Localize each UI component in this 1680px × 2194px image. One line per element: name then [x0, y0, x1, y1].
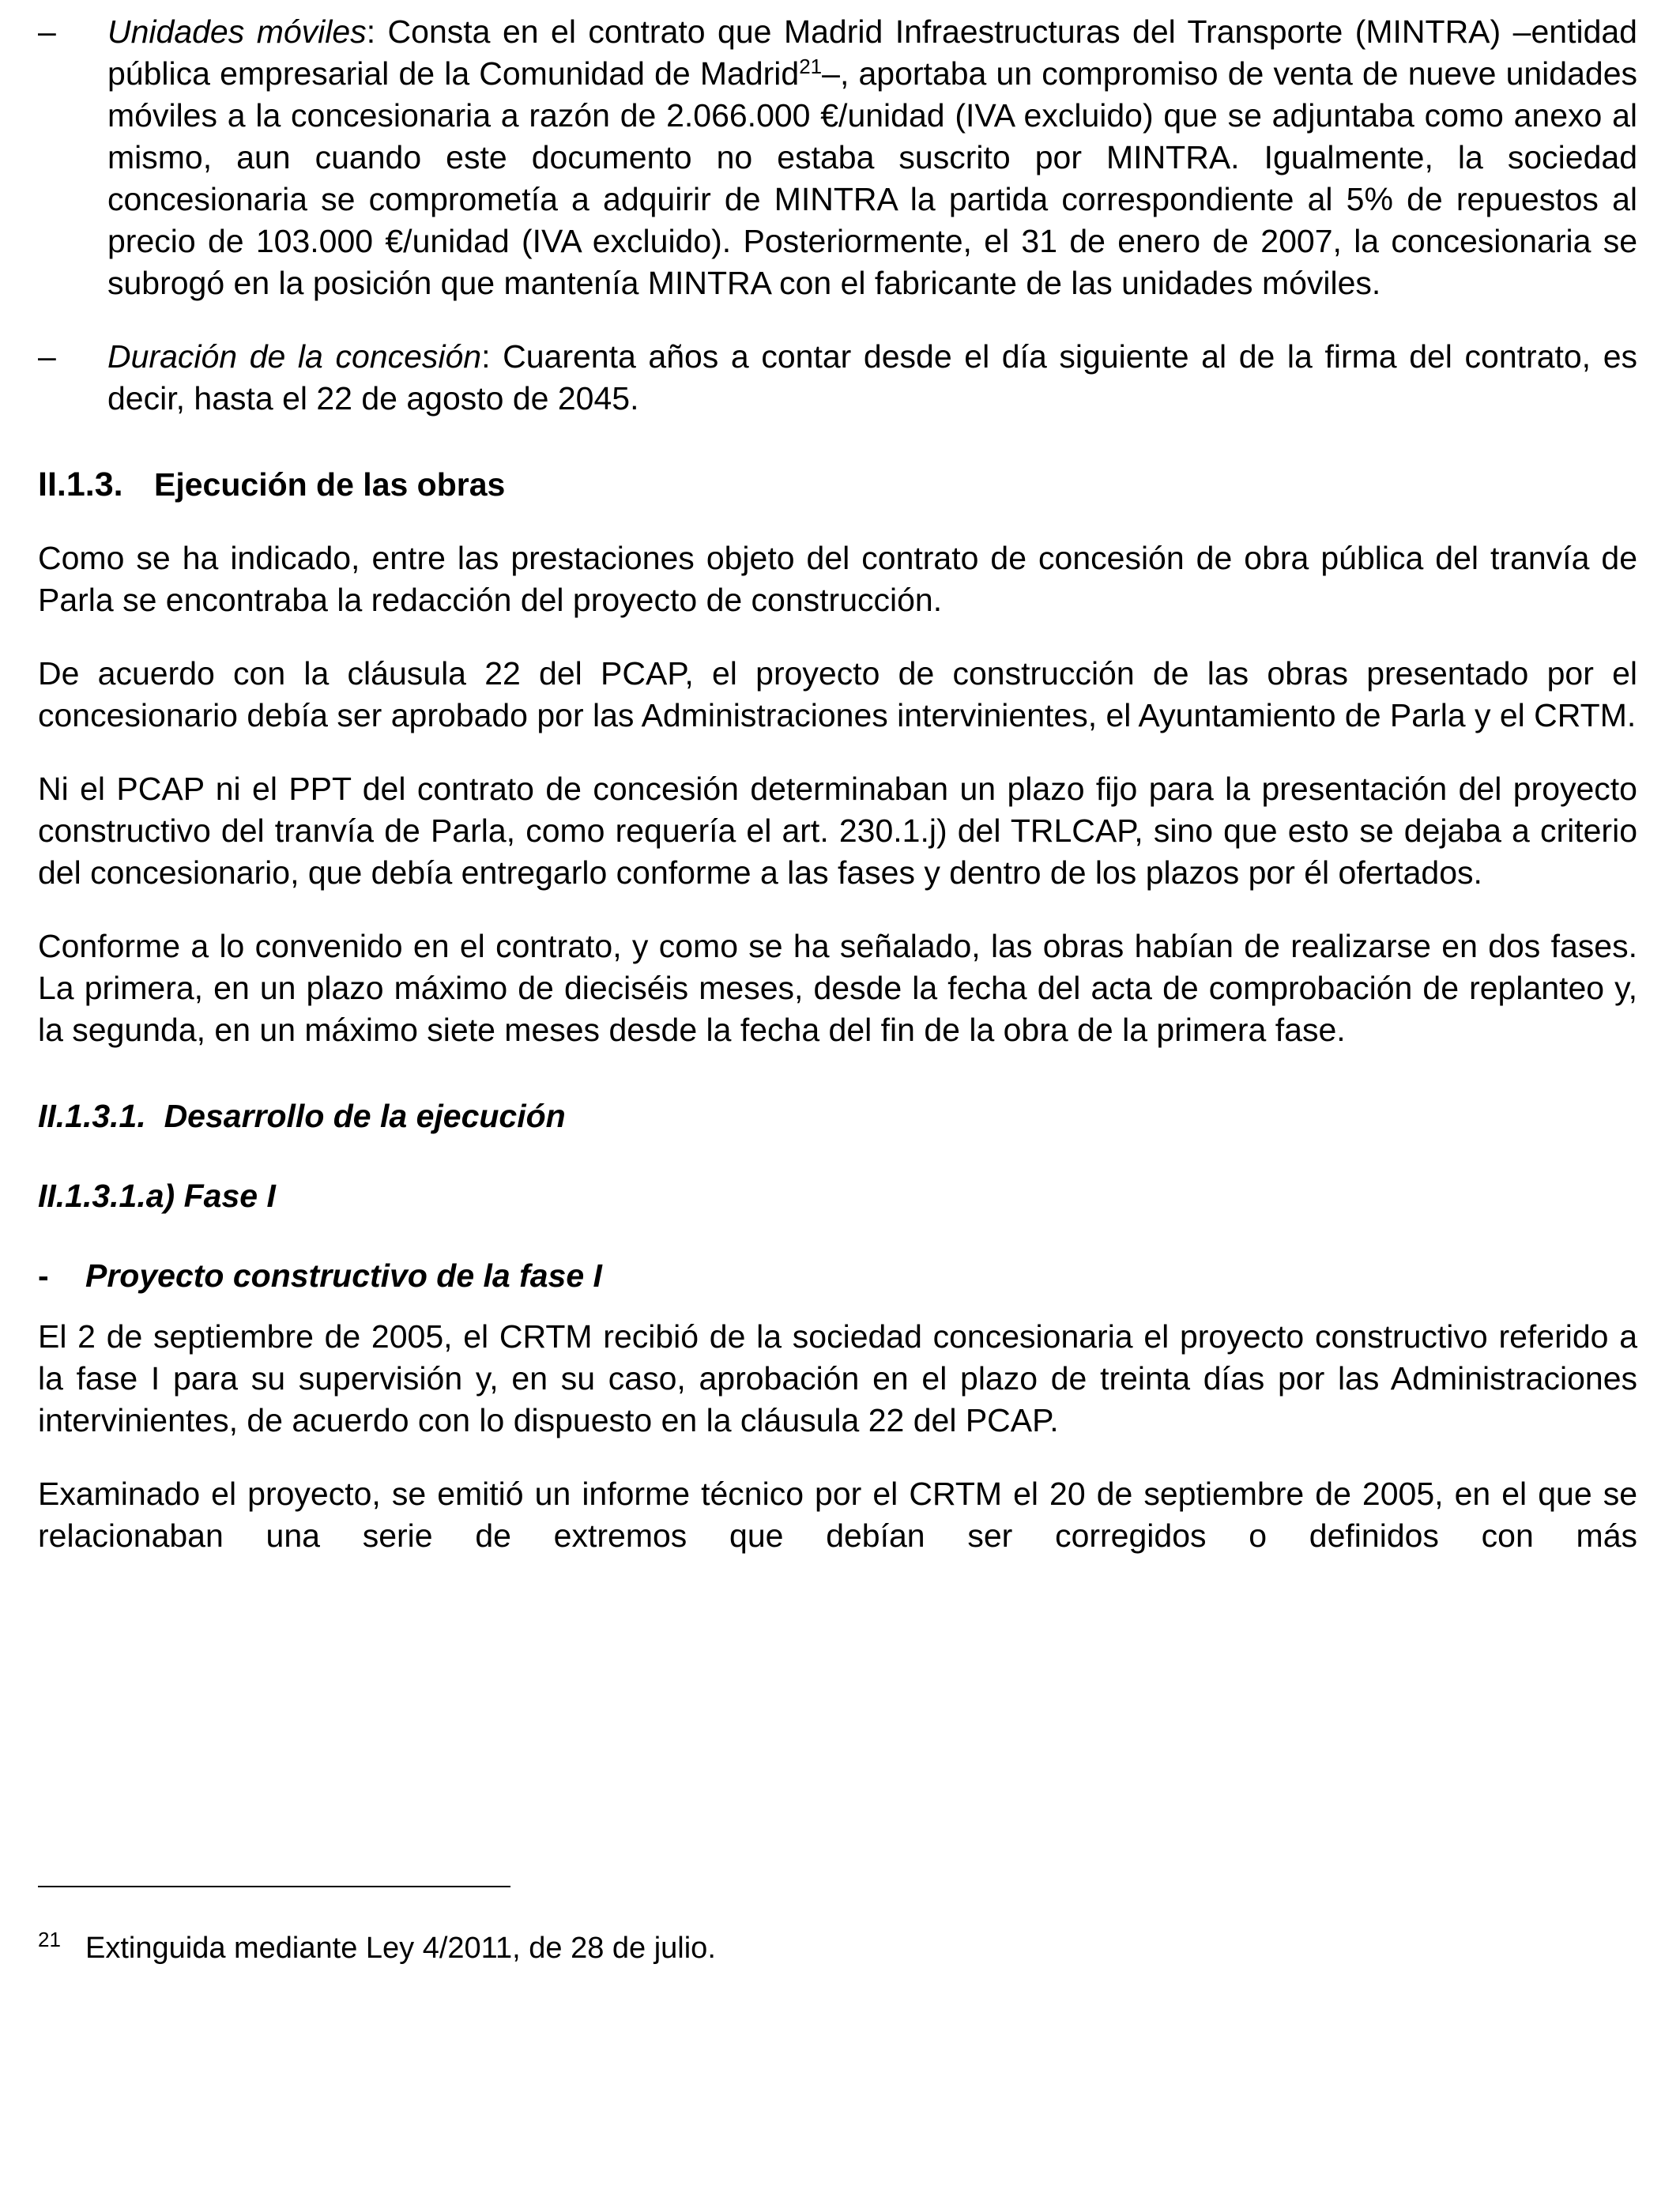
bullet-dash: – [38, 13, 56, 50]
bullet-text-continued: –, aportaba un compromiso de venta de nueve unidades móviles a la concesionaria a razón de 2.066.000 €/unidad (IVA excluido) que se adjuntaba como anexo al mismo, aun cuando este documento no estaba suscrito por MINTRA. Igualmente, la sociedad concesionaria se comprometía a adquirir de MINTRA la partida correspondiente al 5% de repuestos al precio de 103.000 €/unidad (IVA excluido). Posteriormente, el 31 de enero de 2007, la concesionaria se subrogó en la posición que mantenía MINTRA con el fabricante de las unidades móviles. [107, 55, 1638, 301]
bullet-paragraph [107, 11, 1637, 304]
footnote-text: Extinguida mediante Ley 4/2011, de 28 de julio. [85, 1932, 716, 1965]
section-number: II.1.3.1.a) [38, 1178, 175, 1214]
body-paragraph: De acuerdo con la cláusula 22 del PCAP, el proyecto de construcción de las obras presentado por el concesionario debía ser aprobado por las Administraciones intervinientes, el Ayuntamiento de Parla y el CRTM. [38, 655, 1637, 733]
body-paragraph: Conforme a lo convenido en el contrato, y como se ha señalado, las obras habían de realizarse en dos fases. La primera, en un plazo máximo de dieciséis meses, desde la fecha del acta de comprobación de replanteo y, la segunda, en un máximo siete meses desde la fecha del fin de la obra de la primera fase. [38, 928, 1637, 1048]
footnote-separator [38, 1886, 510, 1887]
section-title: Fase I [183, 1178, 276, 1214]
bullet-text: : Consta en el contrato que Madrid Infraestructuras del Transporte (MINTRA) –entidad pública empresarial de la Comunidad de Madrid [107, 13, 1637, 92]
bullet-term: Unidades móviles [107, 13, 367, 50]
footnote-reference[interactable]: 21 [799, 55, 823, 78]
body-paragraph: Ni el PCAP ni el PPT del contrato de concesión determinaban un plazo fijo para la presentación del proyecto constructivo del tranvía de Parla, como requería el art. 230.1.j) del TRLCAP, sino que esto se dejaba a criterio del concesionario, que debía entregarlo conforme a las fases y dentro de los plazos por él ofertados. [38, 771, 1637, 891]
bullet-text: : Cuarenta años a contar desde el día siguiente al de la firma del contrato, es decir, hasta el 22 de agosto de 2045. [107, 338, 1638, 417]
body-paragraph: El 2 de septiembre de 2005, el CRTM recibió de la sociedad concesionaria el proyecto constructivo referido a la fase I para su supervisión y, en su caso, aprobación en el plazo de treinta días por las Administraciones intervinientes, de acuerdo con lo dispuesto en la cláusula 22 del PCAP. [38, 1318, 1637, 1438]
section-heading-ii-1-3 [38, 464, 1637, 506]
section-number: II.1.3. [38, 466, 123, 503]
bullet-dash: – [38, 338, 56, 375]
section-title: Ejecución de las obras [154, 466, 506, 503]
section-heading-ii-1-3-1-a [38, 1175, 1637, 1217]
bullet-term: Duración de la concesión [107, 338, 482, 375]
subheading-title: Proyecto constructivo de la fase I [85, 1257, 602, 1294]
section-number: II.1.3.1. [38, 1098, 146, 1134]
body-paragraph: Como se ha indicado, entre las prestaciones objeto del contrato de concesión de obra pública del tranvía de Parla se encontraba la redacción del proyecto de construcción. [38, 540, 1637, 618]
subheading-proyecto-fase-i [38, 1255, 1637, 1297]
bullet-paragraph [107, 336, 1637, 420]
section-heading-ii-1-3-1 [38, 1095, 1637, 1137]
document-page [38, 11, 1637, 1557]
bullet-item-duracion [38, 336, 1637, 420]
bullet-item-unidades-moviles [38, 11, 1637, 304]
body-paragraph: Examinado el proyecto, se emitió un informe técnico por el CRTM el 20 de septiembre de 2005, en el que se relacionaban una serie de extremos que debían ser corregidos o definidos con más [38, 1476, 1637, 1554]
subheading-dash: - [38, 1257, 49, 1294]
section-title: Desarrollo de la ejecución [164, 1098, 566, 1134]
footnote: 21 Extinguida mediante Ley 4/2011, de 28 de julio. [38, 1928, 716, 1965]
